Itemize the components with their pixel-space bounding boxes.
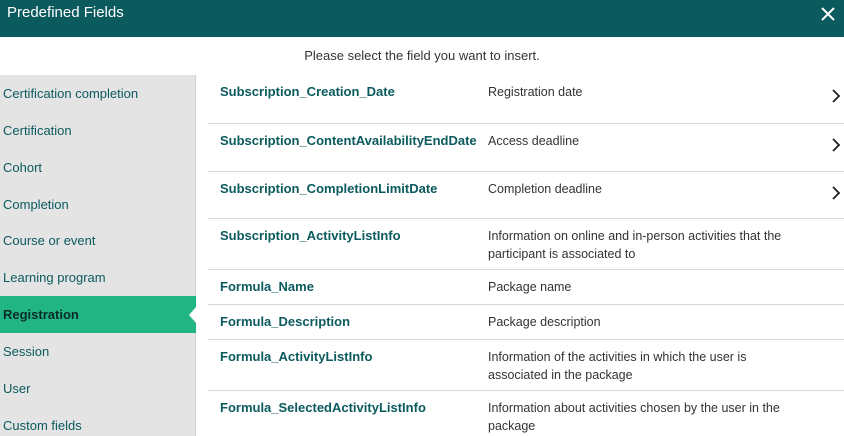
sidebar-item-completion[interactable]: Completion (3, 197, 69, 212)
field-name: Subscription_ActivityListInfo (220, 228, 401, 243)
field-name: Subscription_ContentAvailabilityEndDate (220, 133, 477, 148)
dialog-title: Predefined Fields (7, 4, 124, 21)
sidebar-item-learning-program[interactable]: Learning program (3, 270, 106, 285)
chevron-right-icon[interactable] (831, 137, 841, 153)
chevron-right-icon[interactable] (831, 185, 841, 201)
field-description: Information on online and in-person activities that the participant is associated to (488, 229, 782, 261)
category-sidebar (0, 75, 196, 436)
chevron-right-icon[interactable] (831, 88, 841, 104)
field-row[interactable] (208, 390, 844, 436)
field-row[interactable] (208, 304, 844, 339)
field-name: Formula_ActivityListInfo (220, 349, 373, 364)
field-description: Package description (488, 315, 601, 329)
field-description: Completion deadline (488, 182, 602, 196)
field-description: Information about activities chosen by the user in the package (488, 401, 780, 433)
field-row[interactable] (208, 123, 844, 171)
sidebar-item-session[interactable]: Session (3, 344, 50, 359)
close-icon[interactable] (820, 6, 836, 22)
field-name: Subscription_CompletionLimitDate (220, 181, 438, 196)
sidebar-item-certification[interactable]: Certification (3, 123, 72, 138)
sidebar-item-user[interactable]: User (3, 381, 31, 396)
field-row[interactable] (208, 339, 844, 390)
field-description: Registration date (488, 85, 583, 99)
sidebar-item-course-or-event[interactable]: Course or event (3, 233, 96, 248)
field-description: Package name (488, 280, 572, 294)
sidebar-item-custom-fields[interactable]: Custom fields (3, 418, 82, 433)
field-row[interactable] (208, 75, 844, 123)
dialog-titlebar (0, 0, 844, 37)
field-description: Information of the activities in which the user is associated in the package (488, 350, 747, 382)
field-name: Subscription_Creation_Date (220, 84, 395, 99)
field-name: Formula_SelectedActivityListInfo (220, 400, 426, 415)
field-list (208, 75, 844, 436)
field-row[interactable] (208, 269, 844, 304)
field-name: Formula_Description (220, 314, 351, 329)
instruction-text: Please select the field you want to insert. (304, 48, 540, 63)
sidebar-item-registration[interactable]: Registration (0, 296, 196, 333)
field-name: Formula_Name (220, 279, 314, 294)
field-row[interactable] (208, 218, 844, 269)
field-description: Access deadline (488, 134, 580, 148)
sidebar-item-cohort[interactable]: Cohort (3, 160, 43, 175)
field-row[interactable] (208, 171, 844, 218)
sidebar-item-certification-completion[interactable]: Certification completion (3, 86, 139, 101)
